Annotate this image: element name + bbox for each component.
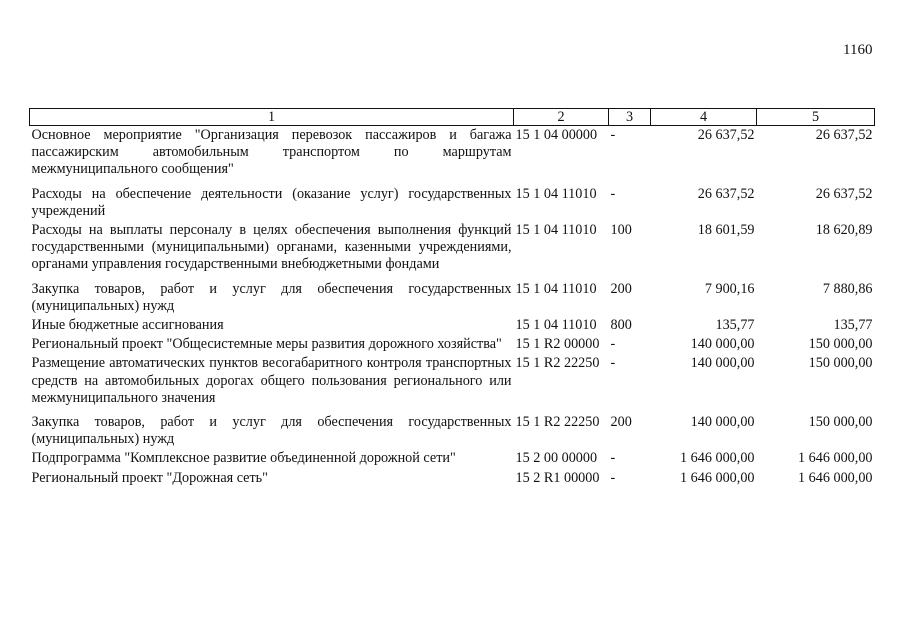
budget-table <box>29 108 875 488</box>
table-row <box>30 221 875 280</box>
row-value-col4: 140 000,00 <box>690 355 755 372</box>
row-name: Расходы на обеспечение деятельности (оказание услуг) государственных учреждений <box>31 185 512 219</box>
row-type: - <box>610 450 616 467</box>
row-type: 200 <box>610 414 632 431</box>
row-name: Региональный проект "Дорожная сеть" <box>31 469 268 486</box>
table-row <box>30 280 875 316</box>
row-value-col5: 26 637,52 <box>815 127 873 143</box>
row-value-col5: 26 637,52 <box>815 185 873 202</box>
row-type: 100 <box>610 222 632 239</box>
row-name: Закупка товаров, работ и услуг для обеспечения государственных (муниципальных) нужд <box>31 280 512 314</box>
row-value-col4: 135,77 <box>715 317 755 334</box>
row-type: - <box>610 127 616 143</box>
row-value-col4: 7 900,16 <box>704 280 755 297</box>
page-number: 1160 <box>843 42 873 58</box>
table-row <box>30 413 875 449</box>
column-header: 4 <box>651 109 757 126</box>
row-type: 800 <box>610 317 632 334</box>
row-name: Размещение автоматических пунктов весогабаритного контроля транспортных средств на автомобильных дорогах общего пользования регионального или межмуниципального значения <box>31 355 512 406</box>
row-code: 15 1 R2 22250 <box>515 355 600 372</box>
row-type: - <box>610 336 616 353</box>
row-name: Закупка товаров, работ и услуг для обеспечения государственных (муниципальных) нужд <box>31 414 512 448</box>
row-type: - <box>610 355 616 372</box>
row-code: 15 1 R2 00000 <box>515 336 600 353</box>
row-value-col4: 18 601,59 <box>697 222 755 239</box>
row-code: 15 1 04 11010 <box>515 222 597 239</box>
row-name: Расходы на выплаты персоналу в целях обеспечения выполнения функций государственными (муниципальными) органами, казенными учреждениями, органами управления государственными внебюджетными фондами <box>31 222 512 273</box>
row-value-col5: 135,77 <box>833 317 873 334</box>
table-row <box>30 335 875 354</box>
row-type: - <box>610 185 616 202</box>
row-code: 15 1 04 11010 <box>515 317 597 334</box>
table-row <box>30 126 875 185</box>
row-value-col5: 150 000,00 <box>808 414 873 431</box>
row-code: 15 2 R1 00000 <box>515 469 600 486</box>
table-row <box>30 469 875 488</box>
row-value-col4: 140 000,00 <box>690 414 755 431</box>
table-header-row <box>30 109 875 126</box>
row-value-col5: 150 000,00 <box>808 355 873 372</box>
row-code: 15 1 04 11010 <box>515 280 597 297</box>
row-name: Региональный проект "Общесистемные меры развития дорожного хозяйства" <box>31 336 502 353</box>
column-header: 1 <box>30 109 514 126</box>
row-value-col4: 26 637,52 <box>697 127 755 143</box>
row-value-col4: 26 637,52 <box>697 185 755 202</box>
row-code: 15 1 04 11010 <box>515 185 597 202</box>
row-type: 200 <box>610 280 632 297</box>
row-name: Основное мероприятие "Организация перевозок пассажиров и багажа пассажирским автомобильным транспортом по маршрутам межмуниципального сообщения" <box>31 127 512 178</box>
row-name: Иные бюджетные ассигнования <box>31 317 224 334</box>
row-type: - <box>610 469 616 486</box>
column-header: 2 <box>514 109 609 126</box>
row-value-col5: 18 620,89 <box>815 222 873 239</box>
row-value-col5: 150 000,00 <box>808 336 873 353</box>
table-row <box>30 449 875 468</box>
row-value-col4: 1 646 000,00 <box>680 469 755 486</box>
row-name: Подпрограмма "Комплексное развитие объединенной дорожной сети" <box>31 450 456 467</box>
table-row <box>30 316 875 335</box>
row-code: 15 1 R2 22250 <box>515 414 600 431</box>
table-row <box>30 185 875 221</box>
row-value-col5: 1 646 000,00 <box>798 469 873 486</box>
row-value-col5: 1 646 000,00 <box>798 450 873 467</box>
row-code: 15 1 04 00000 <box>515 127 598 143</box>
row-value-col4: 1 646 000,00 <box>680 450 755 467</box>
column-header: 5 <box>757 109 875 126</box>
column-header: 3 <box>609 109 651 126</box>
row-code: 15 2 00 00000 <box>515 450 598 467</box>
row-value-col5: 7 880,86 <box>822 280 873 297</box>
row-value-col4: 140 000,00 <box>690 336 755 353</box>
table-row <box>30 354 875 413</box>
